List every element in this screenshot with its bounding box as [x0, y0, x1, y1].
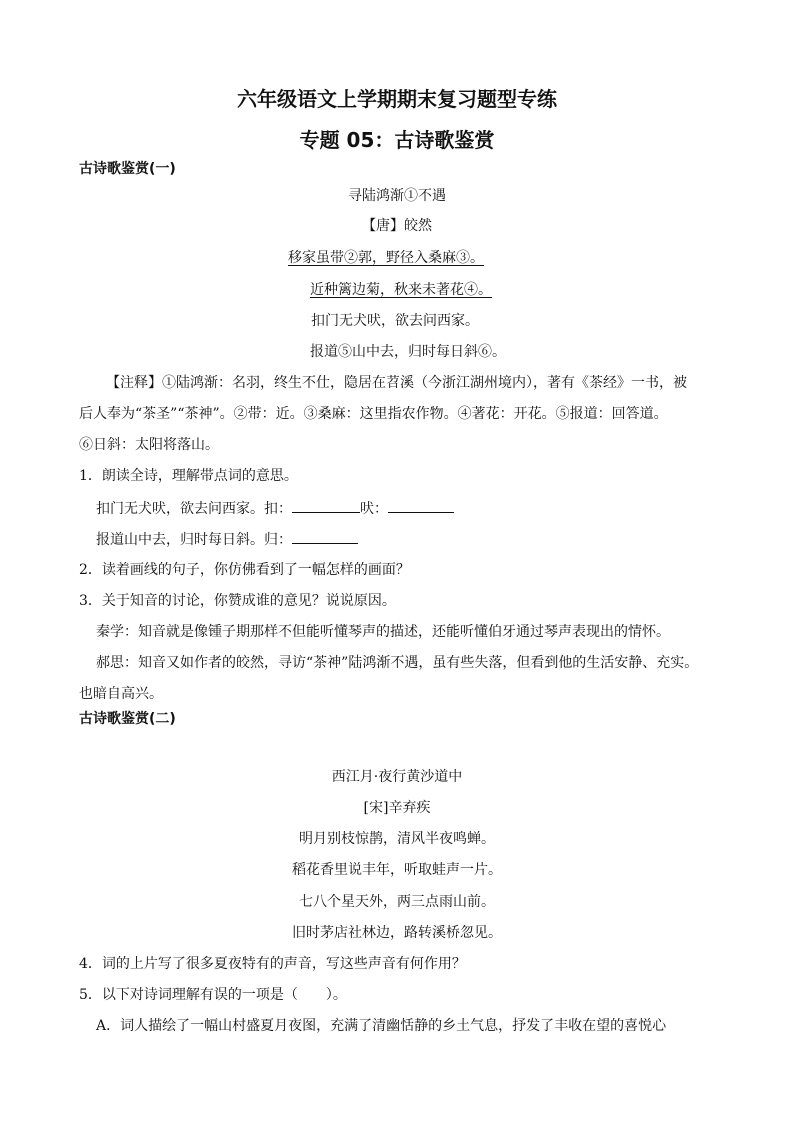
poem1-line-1-text: 移家虽带②郭，野径入桑麻③。 [288, 250, 484, 266]
q1-line2-text: 报道山中去，归时每日斜。归： [96, 532, 292, 548]
answer-blank-fei[interactable] [388, 498, 454, 513]
poem1-line-2-text: 近种篱边菊，秋来未著花④。 [310, 282, 492, 298]
question-3: 3．关于知音的讨论，你赞成谁的意见？说说原因。 [79, 593, 396, 609]
opinion-hao: 郝思：知音又如作者的皎然，寻访“茶神”陆鸿渐不遇，虽有些失落，但看到他的生活安静、充实。 [96, 655, 699, 671]
question-1-line-1 [96, 498, 454, 519]
poem2-author: [宋]辛弃疾 [363, 800, 431, 816]
section2-heading: 古诗歌鉴赏(二) [79, 711, 176, 727]
document-title: 六年级语文上学期期末复习题型专练 [237, 87, 557, 111]
notes-line-2: 后人奉为“茶圣”“茶神”。②带：近。③桑麻：这里指农作物。④著花：开花。⑤报道：回答道。 [79, 406, 668, 422]
opinion-qin: 秦学：知音就是像锺子期那样不但能听懂琴声的描述，还能听懂伯牙通过琴声表现出的情怀。 [96, 624, 670, 640]
section1-heading: 古诗歌鉴赏(一) [79, 161, 176, 177]
opinion-hao-cont: 也暗自高兴。 [79, 686, 163, 702]
answer-blank-kou[interactable] [292, 498, 360, 513]
answer-blank-gui[interactable] [292, 529, 358, 544]
poem2-title: 西江月·夜行黄沙道中 [331, 769, 463, 785]
question-2: 2．读着画线的句子，你仿佛看到了一幅怎样的画面？ [79, 562, 410, 578]
poem1-title: 寻陆鸿渐①不遇 [348, 188, 446, 204]
question-1-line-2 [96, 529, 358, 550]
poem2-line-4: 旧时茅店社林边，路转溪桥忽见。 [292, 925, 502, 941]
q1-line1-text: 扣门无犬吠，欲去问西家。扣： [96, 501, 292, 517]
poem2-line-3: 七八个星天外，两三点雨山前。 [299, 894, 495, 910]
document-subtitle: 专题 05：古诗歌鉴赏 [299, 128, 495, 152]
poem2-line-1: 明月别枝惊鹊，清风半夜鸣蝉。 [299, 831, 495, 847]
notes-line-3: ⑥日斜：太阳将落山。 [79, 437, 219, 453]
q1-line1-mid: 吠： [360, 501, 388, 517]
question-5: 5．以下对诗词理解有误的一项是（ ）。 [79, 987, 347, 1003]
poem1-line-3: 扣门无犬吠，欲去问西家。 [311, 313, 479, 329]
poem1-line-2 [310, 280, 492, 300]
question-5-option-a: A．词人描绘了一幅山村盛夏月夜图，充满了清幽恬静的乡土气息，抒发了丰收在望的喜悦心 [96, 1018, 667, 1034]
poem1-author: 【唐】皎然 [362, 218, 432, 234]
poem1-line-4: 报道⑤山中去，归时每日斜⑥。 [310, 344, 506, 360]
poem2-line-2: 稻花香里说丰年，听取蛙声一片。 [292, 862, 502, 878]
poem1-line-1 [288, 248, 484, 268]
question-1: 1．朗读全诗，理解带点词的意思。 [79, 468, 298, 484]
question-4: 4．词的上片写了很多夏夜特有的声音，写这些声音有何作用？ [79, 956, 466, 972]
notes-line-1: 【注释】①陆鸿渐：名羽，终生不仕，隐居在苕溪（今浙江湖州境内），著有《茶经》一书，被 [106, 375, 687, 391]
